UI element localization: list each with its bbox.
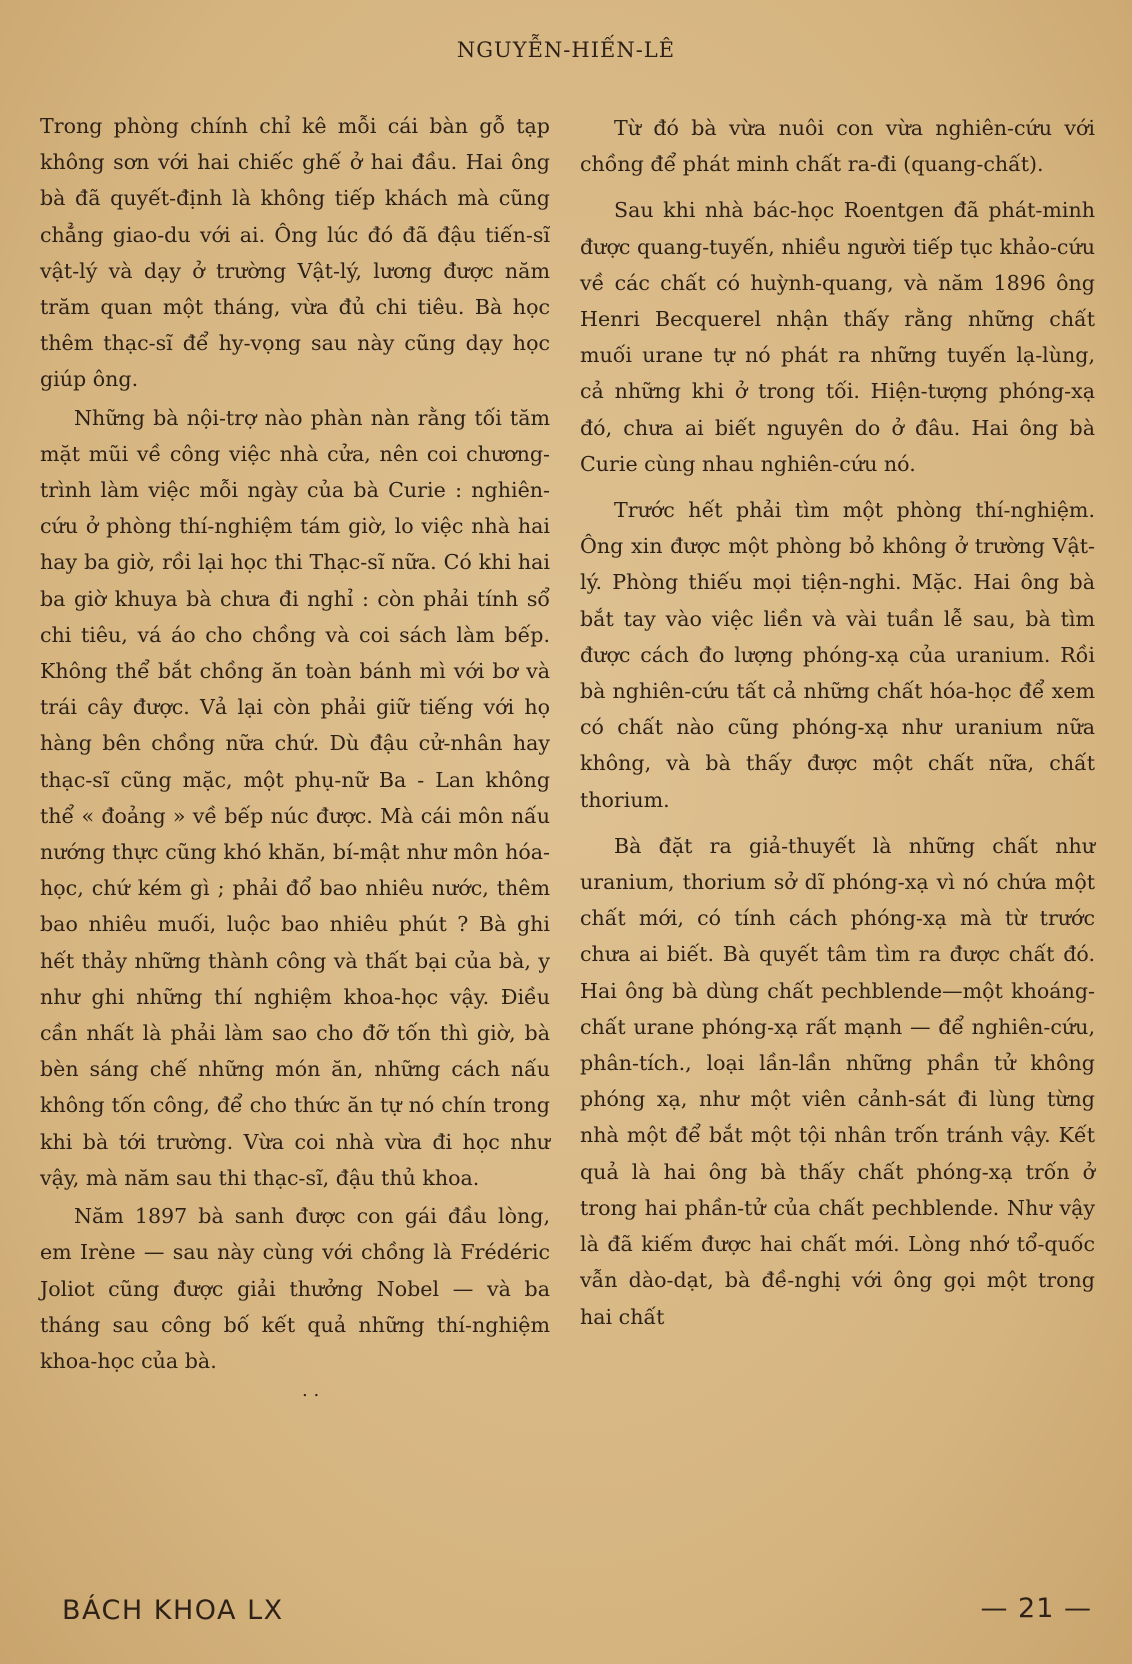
ornament-dots: . . [302,1380,320,1402]
paragraph: Những bà nội-trợ nào phàn nàn rằng tối tăm mặt mũi về công việc nhà cửa, nên coi chương-trình làm việc mỗi ngày của bà Curie : nghiên-cứu ở phòng thí-nghiệm tám giờ, lo việc nhà hai hay ba giờ, rồi lại học thi Thạc-sĩ nữa. Có khi hai ba giờ khuya bà chưa đi nghỉ : còn phải tính sổ chi tiêu, vá áo cho chồng và coi sách làm bếp. Không thể bắt chồng ăn toàn bánh mì với bơ và trái cây được. Vả lại còn phải giữ tiếng với họ hàng bên chồng nữa chứ. Dù đậu cử-nhân hay thạc-sĩ cũng mặc, một phụ-nữ Ba - Lan không thể « đoảng » về bếp núc được. Mà cái môn nấu nướng thực cũng khó khăn, bí-mật như môn hóa-học, chứ kém gì ; phải đổ bao nhiêu nước, thêm bao nhiêu muối, luộc bao nhiêu phút ? Bà ghi hết thảy những thành công và thất bại của bà, y như ghi những thí nghiệm khoa-học vậy. Điều cần nhất là phải làm sao cho đỡ tốn thì giờ, bà bèn sáng chế những món ăn, những cách nấu không tốn công, để cho thức ăn tự nó chín trong khi bà tới trường. Vừa coi nhà vừa đi học như vậy, mà năm sau thi thạc-sĩ, đậu thủ khoa. [40,405,550,1190]
running-header: NGUYỄN-HIẾN-LÊ [456,38,676,62]
right-column [580,110,1095,1335]
paragraph: Bà đặt ra giả-thuyết là những chất như uranium, thorium sở dĩ phóng-xạ vì nó chứa một chất mới, có tính cách phóng-xạ mà từ trước chưa ai biết. Bà quyết tâm tìm ra được chất đó. Hai ông bà dùng chất pechblende—một khoáng-chất urane phóng-xạ rất mạnh — để nghiên-cứu, phân-tích., loại lần-lần những phần tử không phóng xạ, như một viên cảnh-sát đi lùng từng nhà một để bắt một tội nhân trốn tránh vậy. Kết quả là hai ông bà thấy chất phóng-xạ trốn ở trong hai phần-tử của chất pechblende. Như vậy là đã kiếm được hai chất mới. Lòng nhớ tổ-quốc vẫn dào-dạt, bà đề-nghị với ông gọi một trong hai chất [580,833,1095,1329]
page-number: — 21 — [980,1593,1092,1624]
paragraph: Từ đó bà vừa nuôi con vừa nghiên-cứu với chồng để phát minh chất ra-đi (quang-chất). [580,116,1095,177]
paragraph: Năm 1897 bà sanh được con gái đầu lòng, em Irène — sau này cùng với chồng là Frédéric Joliot cũng được giải thưởng Nobel — và ba tháng sau công bố kết quả những thí-nghiệm khoa-học của bà. [40,1204,550,1373]
left-column [40,108,550,1401]
paragraph: Trước hết phải tìm một phòng thí-nghiệm. Ông xin được một phòng bỏ không ở trường Vật-lý. Phòng thiếu mọi tiện-nghi. Mặc. Hai ông bà bắt tay vào việc liền và vài tuần lễ sau, bà tìm được cách đo lượng phóng-xạ của uranium. Rồi bà nghiên-cứu tất cả những chất hóa-học để xem có chất nào cũng phóng-xạ như uranium nữa không, và bà thấy được một chất nữa, chất thorium. [580,498,1095,812]
paragraph: Trong phòng chính chỉ kê mỗi cái bàn gỗ tạp không sơn với hai chiếc ghế ở hai đầu. Hai ông bà đã quyết-định là không tiếp khách mà cũng chẳng giao-du với ai. Ông lúc đó đã đậu tiến-sĩ vật-lý và dạy ở trường Vật-lý, lương được năm trăm quan một tháng, vừa đủ chi tiêu. Bà học thêm thạc-sĩ để hy-vọng sau này cũng dạy học giúp ông. [40,114,550,392]
magazine-footer: BÁCH KHOA LX [62,1595,284,1626]
paragraph: Sau khi nhà bác-học Roentgen đã phát-minh được quang-tuyến, nhiều người tiếp tục khảo-cứu về các chất có huỳnh-quang, và năm 1896 ông Henri Becquerel nhận thấy rằng những chất muối urane tự nó phát ra những tuyến lạ-lùng, cả những khi ở trong tối. Hiện-tượng phóng-xạ đó, chưa ai biết nguyên do ở đâu. Hai ông bà Curie cùng nhau nghiên-cứu nó. [580,198,1095,476]
